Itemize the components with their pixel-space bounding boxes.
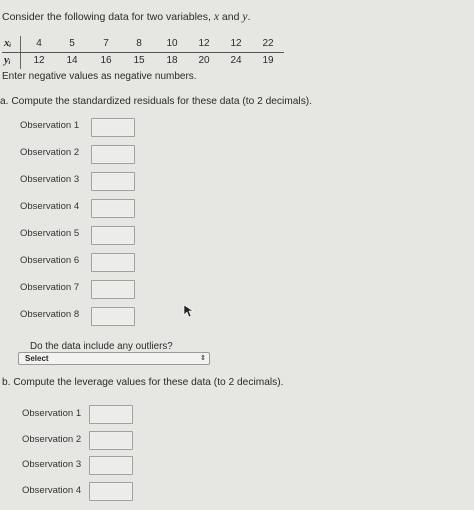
outlier-select[interactable] <box>18 352 210 365</box>
intro-and: and <box>218 11 243 23</box>
y-value-cell: 14 <box>66 55 78 66</box>
x-value-cell: 22 <box>262 38 274 49</box>
residual-input-7[interactable] <box>91 280 135 299</box>
part-a-question: a. Compute the standardized residuals for these data (to 2 decimals). <box>0 96 313 107</box>
x-value-cell: 12 <box>230 38 242 49</box>
x-value-cell: 7 <box>103 38 109 49</box>
part-b-question: b. Compute the leverage values for these data (to 2 decimals). <box>2 377 284 388</box>
leverage-observation-label: Observation 4 <box>22 484 82 496</box>
residual-observation-label: Observation 4 <box>20 201 80 212</box>
y-value-cell: 12 <box>33 55 45 66</box>
residual-input-1[interactable] <box>91 118 135 137</box>
leverage-input-2[interactable] <box>89 431 133 450</box>
var-y: y <box>242 11 248 23</box>
y-value-cell: 20 <box>198 55 210 66</box>
x-value-cell: 10 <box>166 38 178 49</box>
residual-observation-label: Observation 8 <box>20 309 80 320</box>
outlier-select-value: Select <box>25 354 49 363</box>
residual-input-8[interactable] <box>91 307 135 326</box>
residual-observation-label: Observation 1 <box>20 120 80 131</box>
intro-before: Consider the following data for two variables, <box>2 11 214 23</box>
x-row <box>2 36 284 52</box>
y-value-cell: 24 <box>230 55 242 66</box>
x-value-cell: 8 <box>136 38 142 49</box>
x-row-label: xᵢ <box>4 37 12 49</box>
leverage-observation-label: Observation 3 <box>22 459 82 470</box>
residual-observation-label: Observation 7 <box>20 282 80 293</box>
residual-observation-label: Observation 5 <box>20 228 80 239</box>
var-x: x <box>213 11 219 23</box>
residual-input-3[interactable] <box>91 172 135 191</box>
negative-values-note: Enter negative values as negative numbers. <box>2 71 197 82</box>
residual-input-5[interactable] <box>91 226 135 245</box>
intro-text <box>2 11 250 23</box>
x-value-cell: 12 <box>198 38 210 49</box>
y-row <box>2 53 284 69</box>
leverage-observation-label: Observation 1 <box>22 408 82 419</box>
leverage-input-1[interactable] <box>89 405 133 424</box>
residual-observation-label: Observation 3 <box>20 174 80 185</box>
outlier-question: Do the data include any outliers? <box>30 341 173 352</box>
intro-after: . <box>247 11 251 23</box>
mouse-cursor-icon <box>183 304 195 318</box>
residual-observation-label: Observation 2 <box>20 147 80 158</box>
y-value-cell: 18 <box>166 55 178 66</box>
residual-input-2[interactable] <box>91 145 135 164</box>
x-value-cell: 4 <box>36 38 42 49</box>
y-value-cell: 19 <box>262 55 274 66</box>
y-row-label: yᵢ <box>4 54 11 66</box>
residual-input-4[interactable] <box>91 199 135 218</box>
residual-observation-label: Observation 6 <box>20 255 80 266</box>
residual-input-6[interactable] <box>91 253 135 272</box>
leverage-input-4[interactable] <box>89 482 133 501</box>
y-value-cell: 15 <box>133 55 145 66</box>
leverage-observation-label: Observation 2 <box>22 433 82 445</box>
leverage-input-3[interactable] <box>89 456 133 475</box>
y-value-cell: 16 <box>100 55 112 66</box>
select-arrows-icon: ⇕ <box>200 355 206 362</box>
x-value-cell: 5 <box>69 38 75 49</box>
